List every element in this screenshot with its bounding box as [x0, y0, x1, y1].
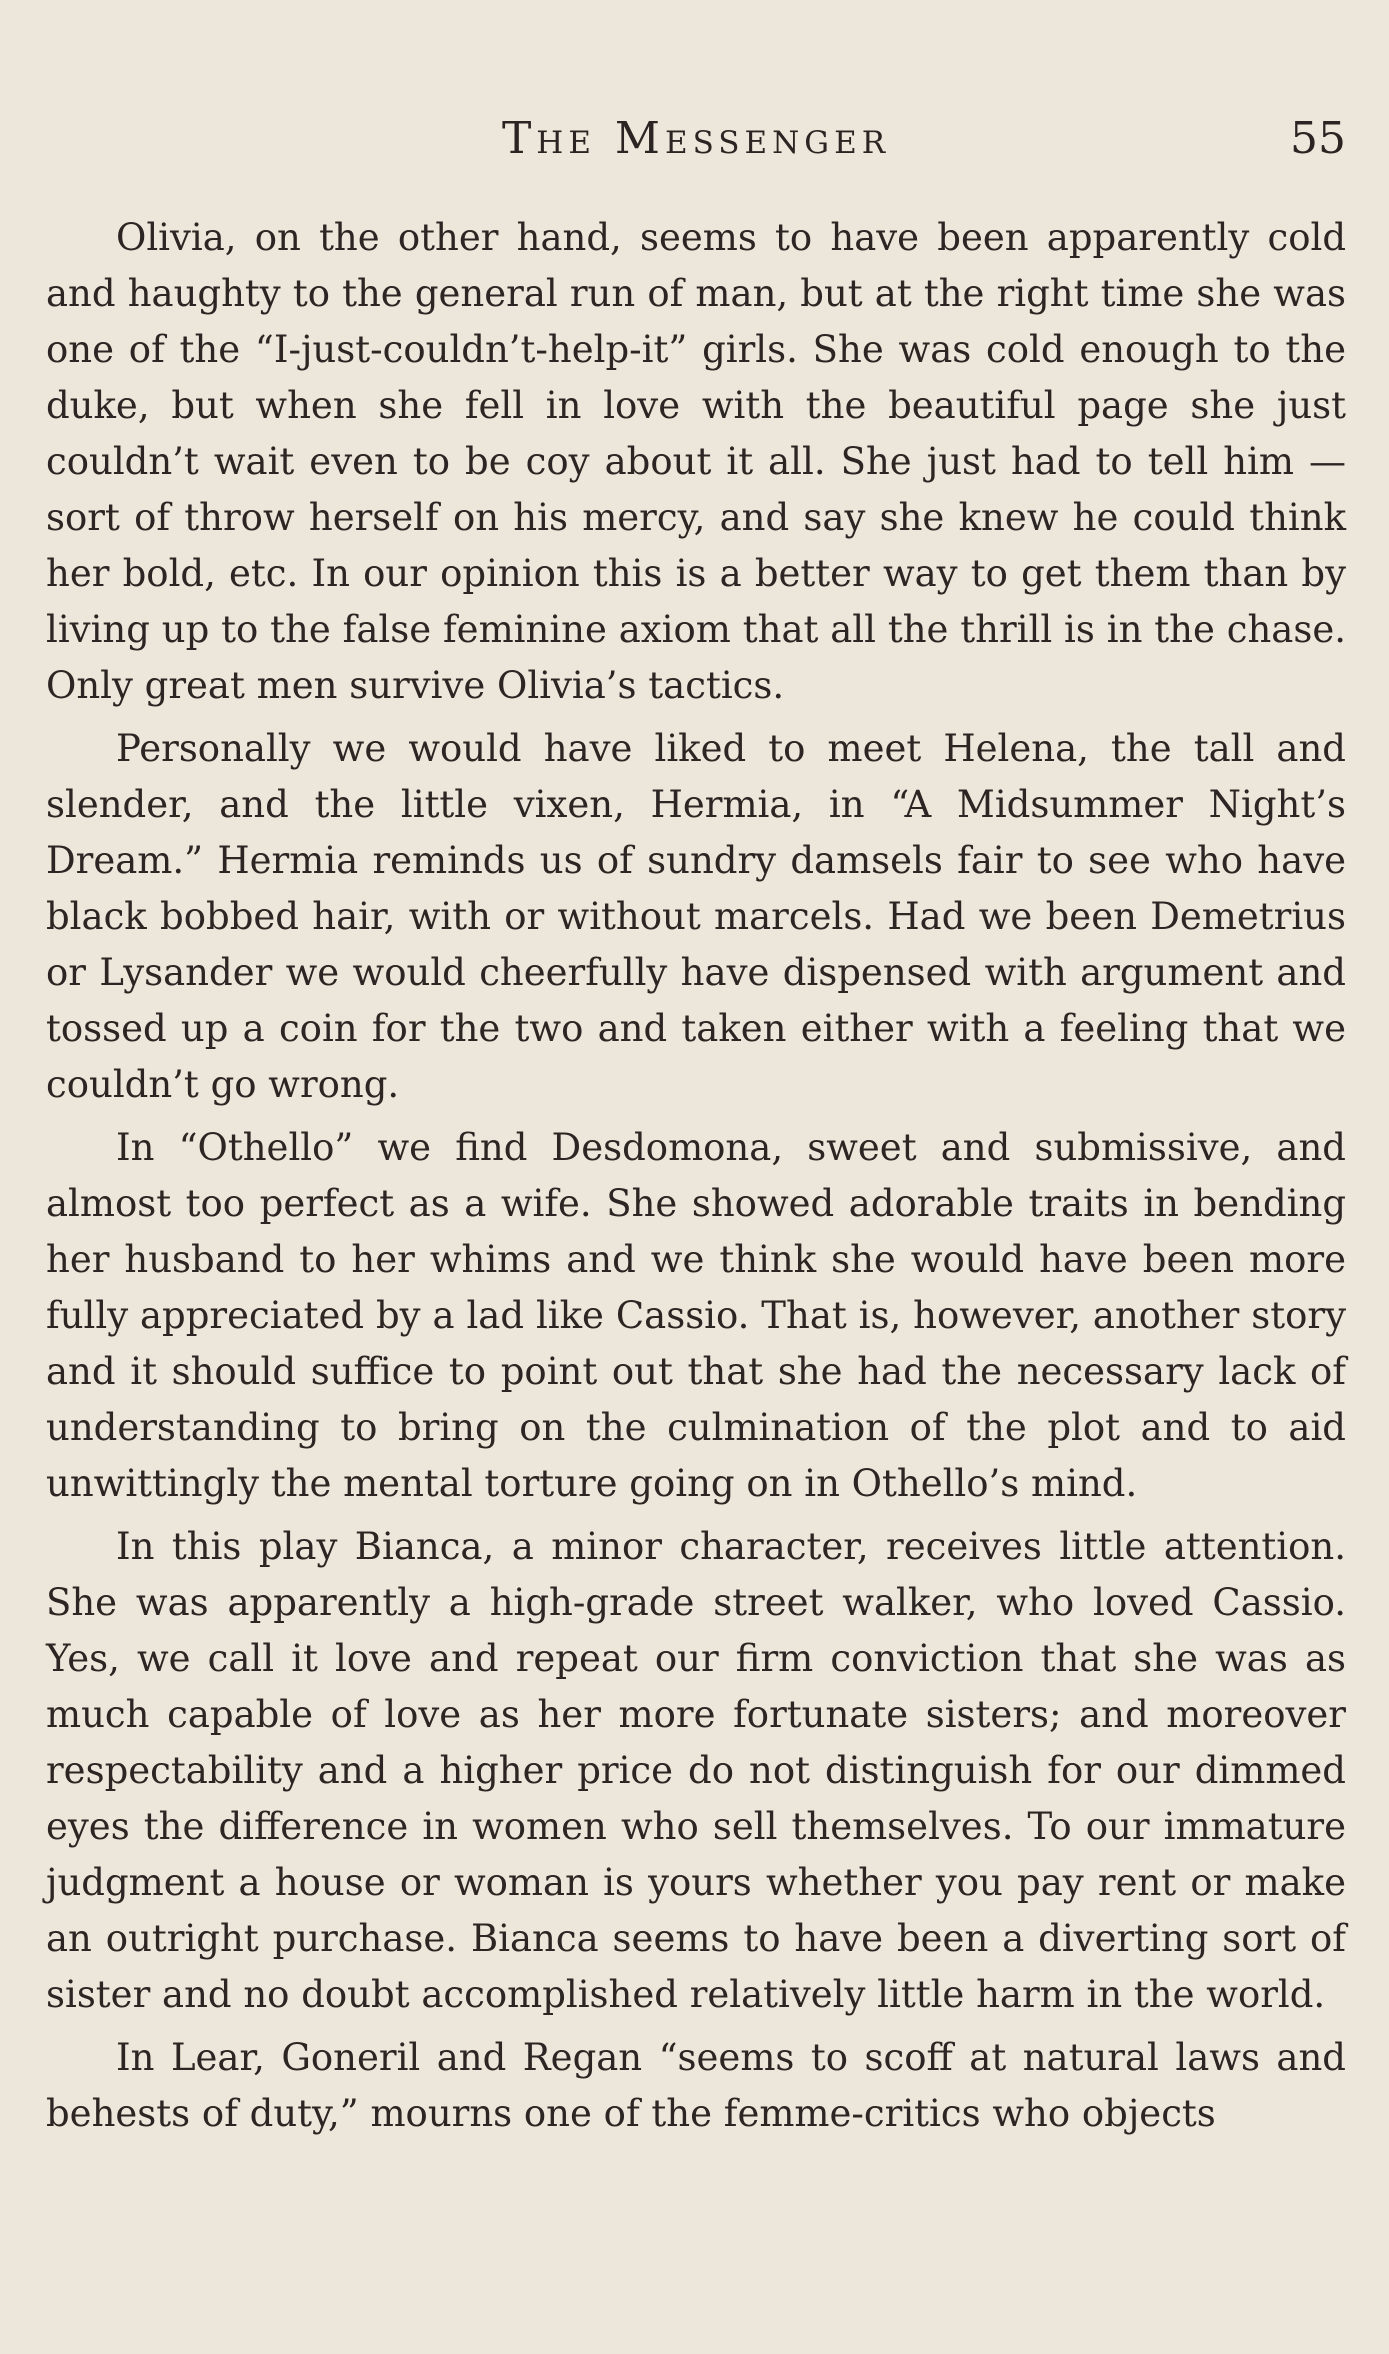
body-text	[46, 210, 1346, 2149]
paragraph-olivia: Olivia, on the other hand, seems to have been apparently cold and haughty to the general run of man, but at the right time she was one of the “I-just-couldn’t-help-it” girls. She was cold enough to the duke, but when she fell in love with the beautiful page she just couldn’t wait even to be coy about it all. She just had to tell him — sort of throw herself on his mercy, and say she knew he could think her bold, etc. In our opinion this is a better way to get them than by living up to the false feminine axiom that all the thrill is in the chase. Only great men survive Olivia’s tactics.	[46, 216, 1346, 707]
running-title: The Messenger	[501, 113, 891, 164]
running-head	[46, 104, 1346, 174]
paragraph-lear: In Lear, Goneril and Regan “seems to scoff at natural laws and behests of duty,” mourns one of the femme-critics who objects	[46, 2036, 1346, 2135]
paragraph-bianca: In this play Bianca, a minor character, receives little attention. She was apparently a high-grade street walker, who loved Cassio. Yes, we call it love and repeat our firm conviction that she was as much capable of love as her more fortunate sisters; and moreover respectability and a higher price do not distinguish for our dimmed eyes the difference in women who sell themselves. To our immature judgment a house or woman is yours whether you pay rent or make an outright purchase. Bianca seems to have been a diverting sort of sister and no doubt accomplished relatively little harm in the world.	[46, 1525, 1346, 2016]
paragraph-helena-hermia: Personally we would have liked to meet Helena, the tall and slender, and the little vixen, Hermia, in “A Midsummer Night’s Dream.” Hermia reminds us of sundry damsels fair to see who have black bobbed hair, with or without marcels. Had we been Demetrius or Lysander we would cheerfully have dispensed with argument and tossed up a coin for the two and taken either with a feeling that we couldn’t go wrong.	[46, 727, 1346, 1106]
paragraph-othello: In “Othello” we find Desdomona, sweet and submissive, and almost too perfect as a wife. She showed adorable traits in bending her husband to her whims and we think she would have been more fully appreciated by a lad like Cassio. That is, however, another story and it should suffice to point out that she had the necessary lack of understanding to bring on the culmination of the plot and to aid unwittingly the mental torture going on in Othello’s mind.	[46, 1126, 1346, 1505]
page-number: 55	[1290, 113, 1346, 164]
